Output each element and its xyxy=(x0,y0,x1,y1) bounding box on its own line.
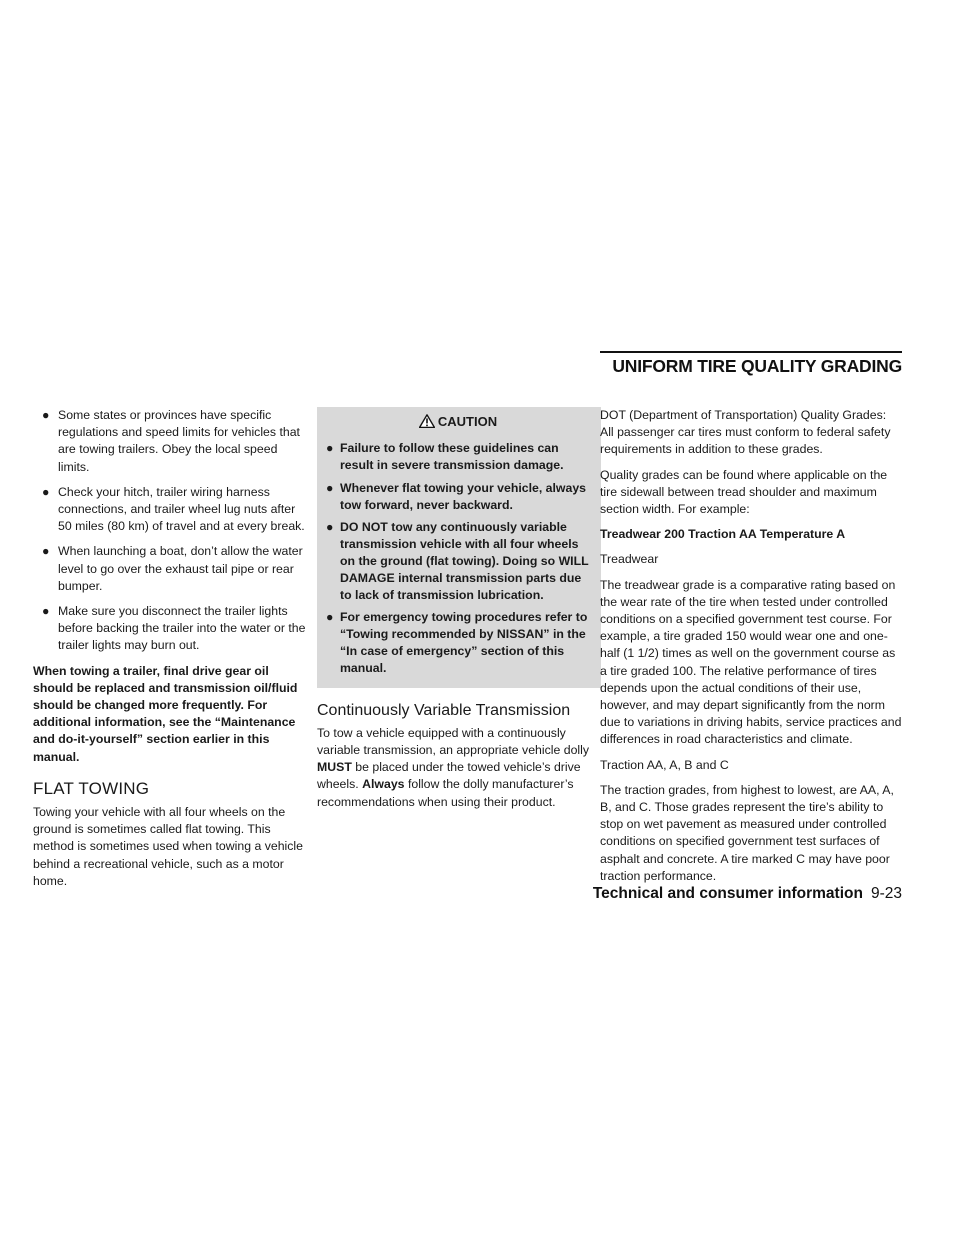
cvt-text-2: be placed under the towed vehicle’s drive wheels. xyxy=(317,760,581,792)
caution-item-text: DO NOT tow any continuously variable transmission vehicle with all four wheels on the ground (flat towing). Doing so WILL DAMAGE internal transmission parts due to lack of transmission lubrication. xyxy=(340,520,589,602)
treadwear-text: The treadwear grade is a comparative rating based on the wear rate of the tire when tested under controlled conditions on a specified government test course. For example, a tire graded 150 would wear one and one-half (1 1/2) times as well on the government course as a tire graded 100. The relative performance of tires depends upon the actual conditions of their use, however, and may depart significantly from the norm due to variations in driving habits, service practices and differences in road characteristics and climate. xyxy=(600,577,902,747)
bullet-icon: ● xyxy=(42,484,50,499)
list-item xyxy=(33,407,308,476)
list-item-text: When launching a boat, don’t allow the water level to go over the exhaust tail pipe or rear bumper. xyxy=(58,544,303,593)
traction-text: The traction grades, from highest to lowest, are AA, A, B, and C. Those grades represent the tire’s ability to stop on wet pavement as measured under controlled conditions on specified government test surfaces of asphalt and concrete. A tire marked C may have poor traction performance. xyxy=(600,782,894,883)
list-item xyxy=(33,484,308,536)
dot-grades-text: DOT (Department of Transportation) Quality Grades: All passenger car tires must conform to federal safety requirements in addition to these grades. xyxy=(600,408,891,457)
cvt-paragraph xyxy=(317,725,601,811)
cvt-text-1: To tow a vehicle equipped with a continuously variable transmission, an appropriate vehicle dolly xyxy=(317,725,590,757)
list-item-text: Check your hitch, trailer wiring harness connections, and trailer wheel lug nuts after 50 miles (80 km) of travel and at every break. xyxy=(58,484,305,534)
cvt-text-3: follow the dolly manufacturer’s recommendations when using their product. xyxy=(317,777,574,809)
caution-item-text: Whenever flat towing your vehicle, always tow forward, never backward. xyxy=(340,480,587,512)
caution-item xyxy=(325,440,591,474)
caution-item xyxy=(325,609,591,676)
flat-towing-heading: FLAT TOWING xyxy=(33,778,150,798)
caution-item xyxy=(325,480,591,514)
column-left xyxy=(33,407,308,898)
caution-item-text: Failure to follow these guidelines can result in severe transmission damage. xyxy=(340,441,564,472)
chapter-title: Technical and consumer information xyxy=(592,885,863,902)
bullet-icon: ● xyxy=(42,408,50,422)
bullet-icon: ● xyxy=(42,604,50,619)
caution-item-text: For emergency towing procedures refer to “Towing recommended by NISSAN” in the “In case of emergency” section of this manual. xyxy=(340,610,588,675)
traction-title: Traction AA, A, B and C xyxy=(600,757,729,772)
cvt-must: MUST xyxy=(317,760,352,775)
cvt-always: Always xyxy=(362,777,405,792)
maintenance-note: When towing a trailer, final drive gear oil should be replaced and transmission oil/fluid should be changed more frequently. For additional information, see the “Maintenance and do-it-yourself” section earlier in this manual. xyxy=(33,663,298,764)
page-number: 9-23 xyxy=(870,885,902,902)
column-right xyxy=(600,407,902,893)
grade-example: Treadwear 200 Traction AA Temperature A xyxy=(600,527,846,542)
column-middle xyxy=(317,407,601,819)
warning-triangle-icon xyxy=(419,414,435,432)
list-item-text: Make sure you disconnect the trailer lights before backing the trailer into the water or the trailer lights may burn out. xyxy=(58,604,306,653)
flat-towing-text: Towing your vehicle with all four wheels on the ground is sometimes called flat towing. This method is sometimes used when towing a vehicle behind a recreational vehicle, such as a motor home. xyxy=(33,805,303,888)
caution-title xyxy=(325,413,591,432)
list-item-text: Some states or provinces have specific regulations and speed limits for vehicles that are towing trailers. Obey the local speed limits. xyxy=(58,408,300,474)
section-title: UNIFORM TIRE QUALITY GRADING xyxy=(600,351,902,377)
quality-grades-text: Quality grades can be found where applicable on the tire sidewall between tread shoulder and maximum section width. For example: xyxy=(600,467,888,517)
bullet-icon: ● xyxy=(326,520,334,535)
treadwear-title: Treadwear xyxy=(600,552,659,567)
bullet-icon: ● xyxy=(326,610,334,625)
caution-item xyxy=(325,519,591,603)
page-footer xyxy=(560,885,902,903)
list-item xyxy=(33,543,308,595)
caution-box xyxy=(317,407,601,688)
caution-label: CAUTION xyxy=(437,414,498,429)
list-item xyxy=(33,603,308,655)
cvt-heading: Continuously Variable Transmission xyxy=(317,701,571,719)
bullet-icon: ● xyxy=(42,544,50,559)
bullet-icon: ● xyxy=(326,480,334,495)
bullet-icon: ● xyxy=(326,441,334,456)
